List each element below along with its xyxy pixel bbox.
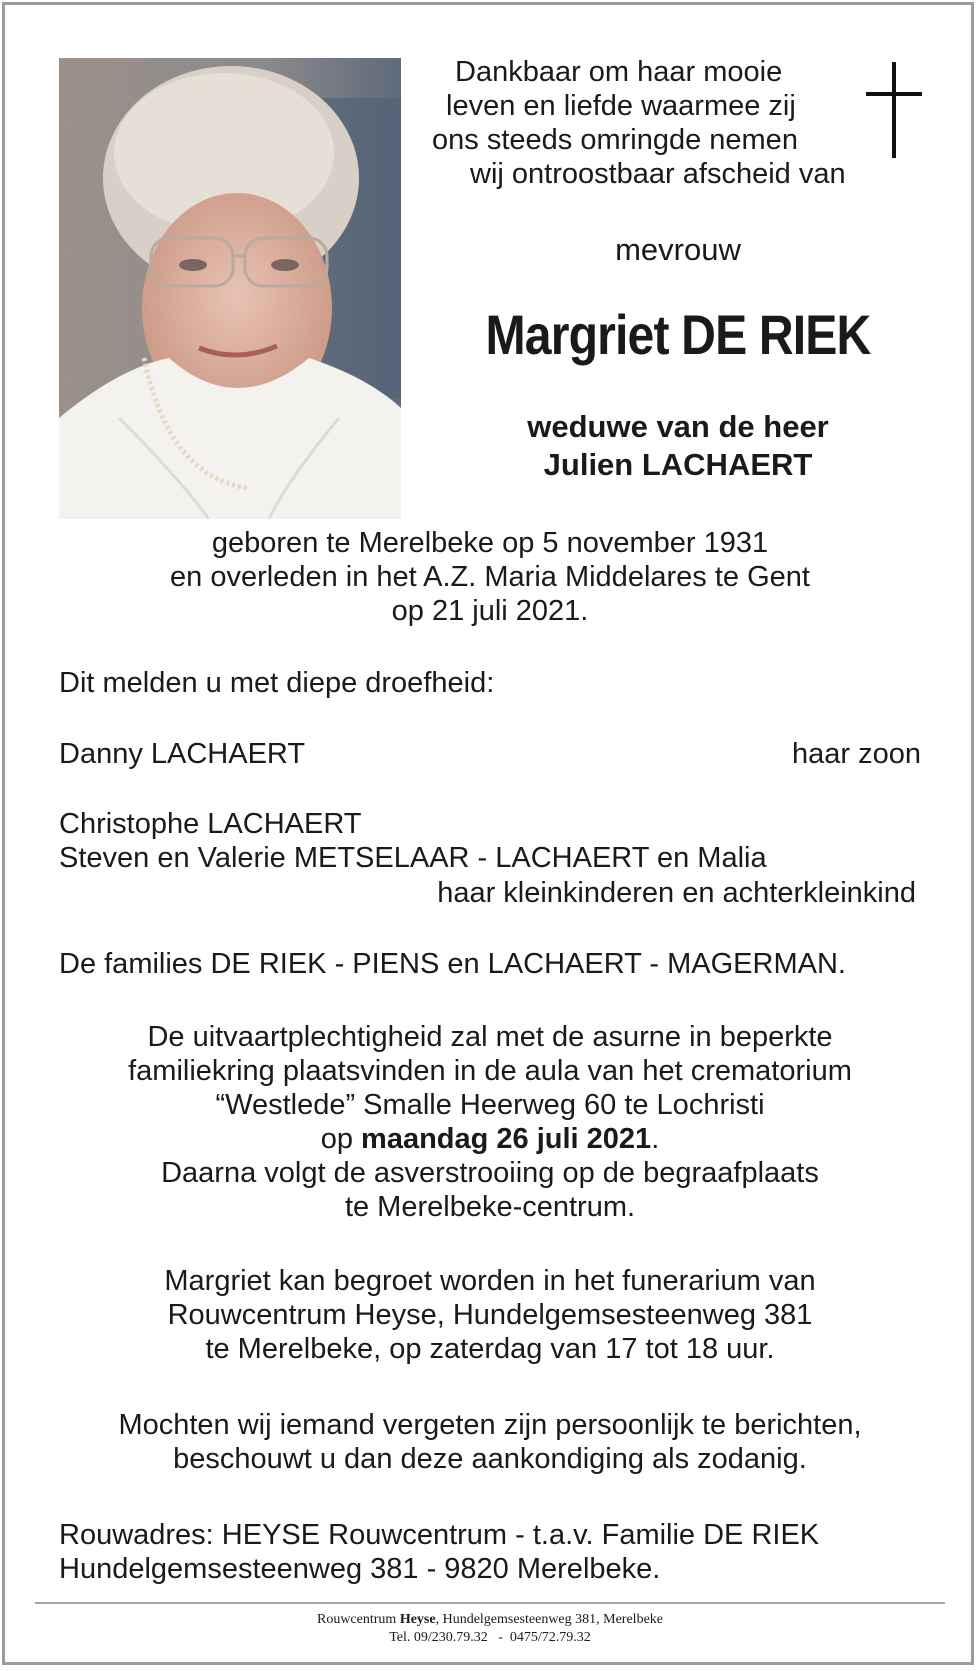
birth-line-1: geboren te Merelbeke op 5 november 1931 bbox=[211, 527, 769, 559]
title-label: mevrouw bbox=[615, 232, 741, 267]
ceremony-date-prefix: op bbox=[320, 1123, 362, 1155]
notice-line-1: Mochten wij iemand vergeten zijn persoonlijk te berichten, bbox=[118, 1409, 862, 1441]
intro-line-4: wij ontroostbaar afscheid van bbox=[470, 158, 846, 190]
portrait-photo bbox=[59, 58, 401, 519]
footer-funeral-home bbox=[0, 1611, 980, 1629]
intro-line-2: leven en liefde waarmee zij bbox=[446, 90, 796, 122]
widow-text bbox=[430, 408, 926, 484]
son-name: Danny LACHAERT bbox=[59, 738, 306, 770]
footer-phones: Tel. 09/230.79.32 - 0475/72.79.32 bbox=[389, 1630, 591, 1645]
footer-brand: Heyse bbox=[399, 1612, 436, 1627]
ceremony-line-2: familiekring plaatsvinden in de aula van het crematorium bbox=[128, 1055, 852, 1087]
grandchildren-relation: haar kleinkinderen en achterkleinkind bbox=[437, 877, 916, 909]
address-line-2: Hundelgemsesteenweg 381 - 9820 Merelbeke. bbox=[59, 1553, 661, 1585]
ceremony-date: maandag 26 juli 2021 bbox=[361, 1123, 652, 1155]
intro-line-3: ons steeds omringde nemen bbox=[432, 124, 798, 156]
visit-line-1: Margriet kan begroet worden in het funerarium van bbox=[164, 1265, 816, 1297]
deceased-name: Margriet DE RIEK bbox=[485, 303, 871, 366]
grandchild-1: Christophe LACHAERT bbox=[59, 808, 362, 840]
ceremony-line-5: Daarna volgt de asverstrooiing op de begraafplaats bbox=[161, 1157, 819, 1189]
birth-line-3: op 21 juli 2021. bbox=[391, 595, 589, 627]
intro-line-1: Dankbaar om haar mooie bbox=[455, 56, 783, 88]
notice-block bbox=[40, 1408, 940, 1476]
birth-death-block bbox=[40, 526, 940, 628]
address-line-1: Rouwadres: HEYSE Rouwcentrum - t.a.v. Familie DE RIEK bbox=[59, 1519, 820, 1551]
ceremony-line-4 bbox=[40, 1122, 940, 1156]
visitation-block bbox=[40, 1264, 940, 1366]
ceremony-date-suffix: . bbox=[651, 1123, 660, 1155]
visit-line-3: te Merelbeke, op zaterdag van 17 tot 18 uur. bbox=[205, 1333, 775, 1365]
ceremony-line-6: te Merelbeke-centrum. bbox=[344, 1191, 636, 1223]
widow-line-1: weduwe van de heer bbox=[527, 409, 829, 444]
cross-icon bbox=[866, 62, 922, 158]
announce-text: Dit melden u met diepe droefheid: bbox=[59, 667, 495, 699]
visit-line-2: Rouwcentrum Heyse, Hundelgemsesteenweg 381 bbox=[167, 1299, 813, 1331]
families-line: De families DE RIEK - PIENS en LACHAERT - MAGERMAN. bbox=[59, 948, 846, 980]
son-relation: haar zoon bbox=[792, 738, 921, 770]
footer-address: , Hundelgemsesteenweg 381, Merelbeke bbox=[435, 1612, 664, 1627]
footer-divider bbox=[35, 1602, 945, 1604]
notice-line-2: beschouwt u dan deze aankondiging als zodanig. bbox=[173, 1443, 807, 1475]
birth-line-2: en overleden in het A.Z. Maria Middelares te Gent bbox=[170, 561, 810, 593]
footer-prefix: Rouwcentrum bbox=[316, 1612, 400, 1627]
ceremony-block bbox=[40, 1020, 940, 1224]
grandchild-2: Steven en Valerie METSELAAR - LACHAERT en Malia bbox=[59, 842, 767, 874]
ceremony-line-1: De uitvaartplechtigheid zal met de asurne in beperkte bbox=[147, 1021, 833, 1053]
ceremony-line-3: “Westlede” Smalle Heerweg 60 te Lochristi bbox=[215, 1089, 765, 1121]
widow-line-2: Julien LACHAERT bbox=[543, 447, 813, 482]
